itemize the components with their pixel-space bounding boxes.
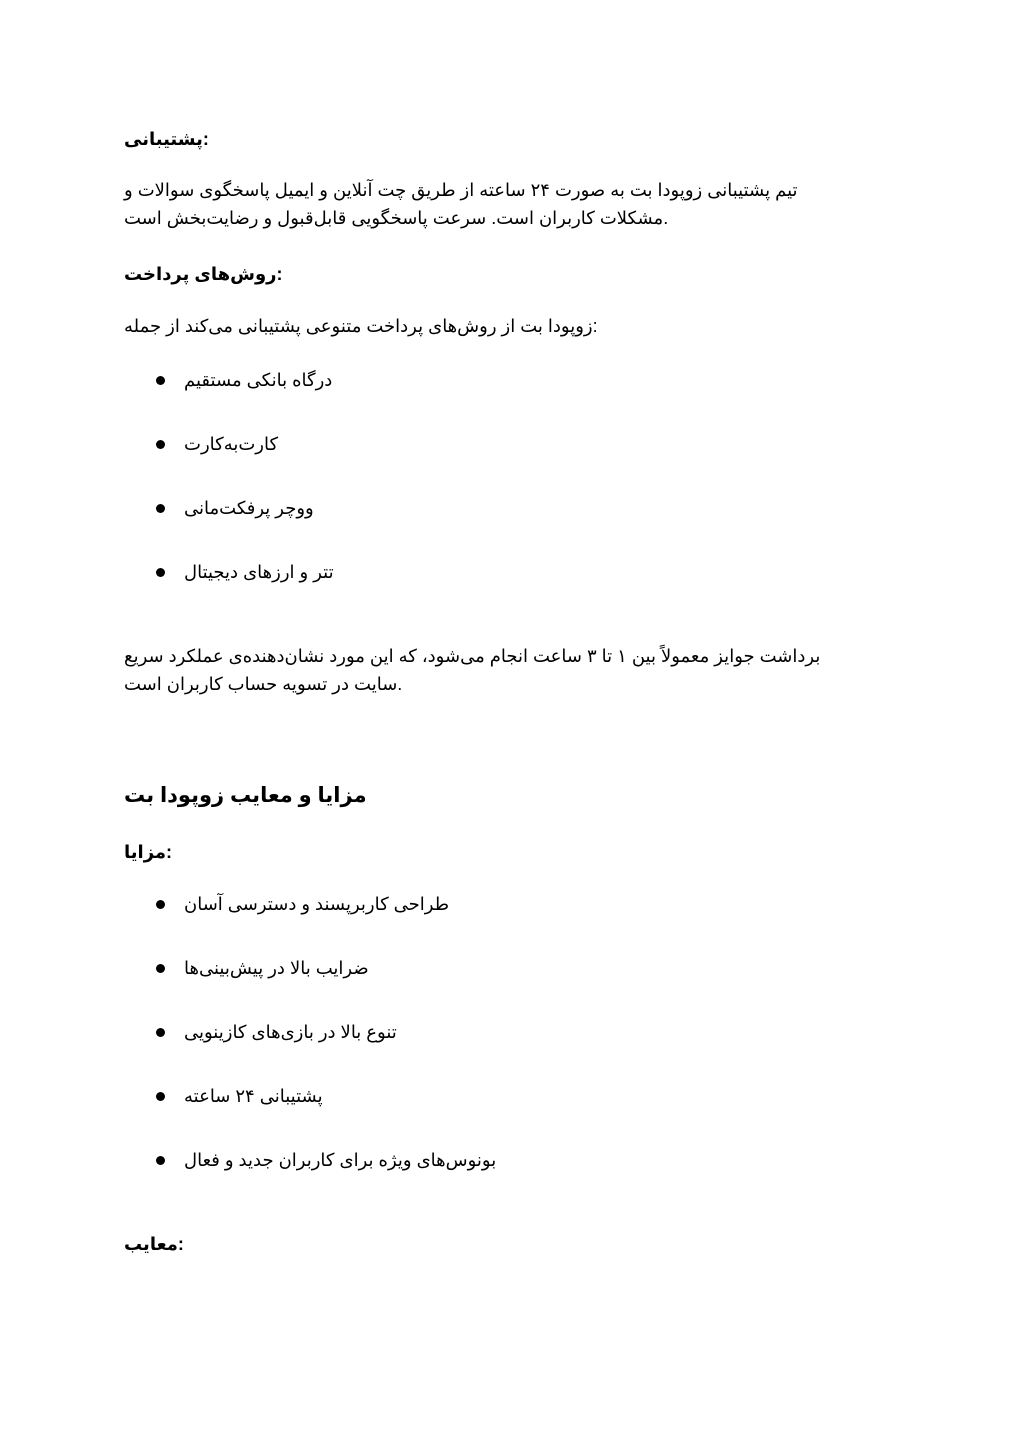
withdrawal-line-2: سایت در تسویه حساب کاربران است. [124,674,403,694]
cons-heading [124,1230,860,1258]
bullet-icon [156,430,165,458]
list-item [184,366,350,394]
bullet-icon [156,494,165,522]
list-item-text: تنوع بالا در بازی‌های کازینویی [184,1021,397,1042]
payment-intro [124,312,860,340]
list-item-text: طراحی کاربرپسند و دسترسی آسان [184,893,450,914]
support-heading-text: پشتیبانی: [124,129,209,149]
bullet-icon [156,366,165,394]
bullet-icon [156,1082,165,1110]
pros-cons-heading [124,782,860,810]
support-line-2: مشکلات کاربران است. سرعت پاسخگویی قابل‌قبول و رضایت‌بخش است. [124,208,669,228]
list-item [184,1018,415,1046]
list-item-text: تتر و ارزهای دیجیتال [184,561,334,582]
withdrawal-paragraph [124,642,860,698]
payment-intro-text: زوپودا بت از روش‌های پرداخت متنوعی پشتیبانی می‌کند از جمله: [124,316,598,336]
payment-heading-text: روش‌های پرداخت: [124,264,283,284]
support-paragraph [124,176,860,232]
support-line-1: تیم پشتیبانی زوپودا بت به صورت ۲۴ ساعته از طریق چت آنلاین و ایمیل پاسخگوی سوالات و [124,180,798,200]
bullet-icon [156,890,165,918]
pros-heading-text: مزایا: [124,842,173,862]
bullet-icon [156,954,165,982]
list-item-text: ووچر پرفکت‌مانی [184,497,314,518]
bullet-icon [156,1146,165,1174]
bullet-icon [156,558,165,586]
list-item [184,494,332,522]
list-item-text: بونوس‌های ویژه برای کاربران جدید و فعال [184,1149,497,1170]
list-item-text: ضرایب بالا در پیش‌بینی‌ها [184,957,369,978]
list-item-text: کارت‌به‌کارت [184,433,279,454]
list-item [184,430,296,458]
list-item [184,558,352,586]
pros-cons-heading-text: مزایا و معایب زوپودا بت [124,784,367,807]
list-item-text: پشتیبانی ۲۴ ساعته [184,1085,323,1106]
payment-heading [124,260,860,288]
withdrawal-line-1: برداشت جوایز معمولاً بین ۱ تا ۳ ساعت انجام می‌شود، که این مورد نشان‌دهنده‌ی عملکرد سریع [124,646,821,666]
list-item-text: درگاه بانکی مستقیم [184,369,333,390]
cons-heading-text: معایب: [124,1234,184,1254]
list-item [184,954,387,982]
support-heading [124,125,860,153]
list-item [184,890,467,918]
list-item [184,1082,341,1110]
bullet-icon [156,1018,165,1046]
pros-heading [124,838,860,866]
list-item [184,1146,514,1174]
